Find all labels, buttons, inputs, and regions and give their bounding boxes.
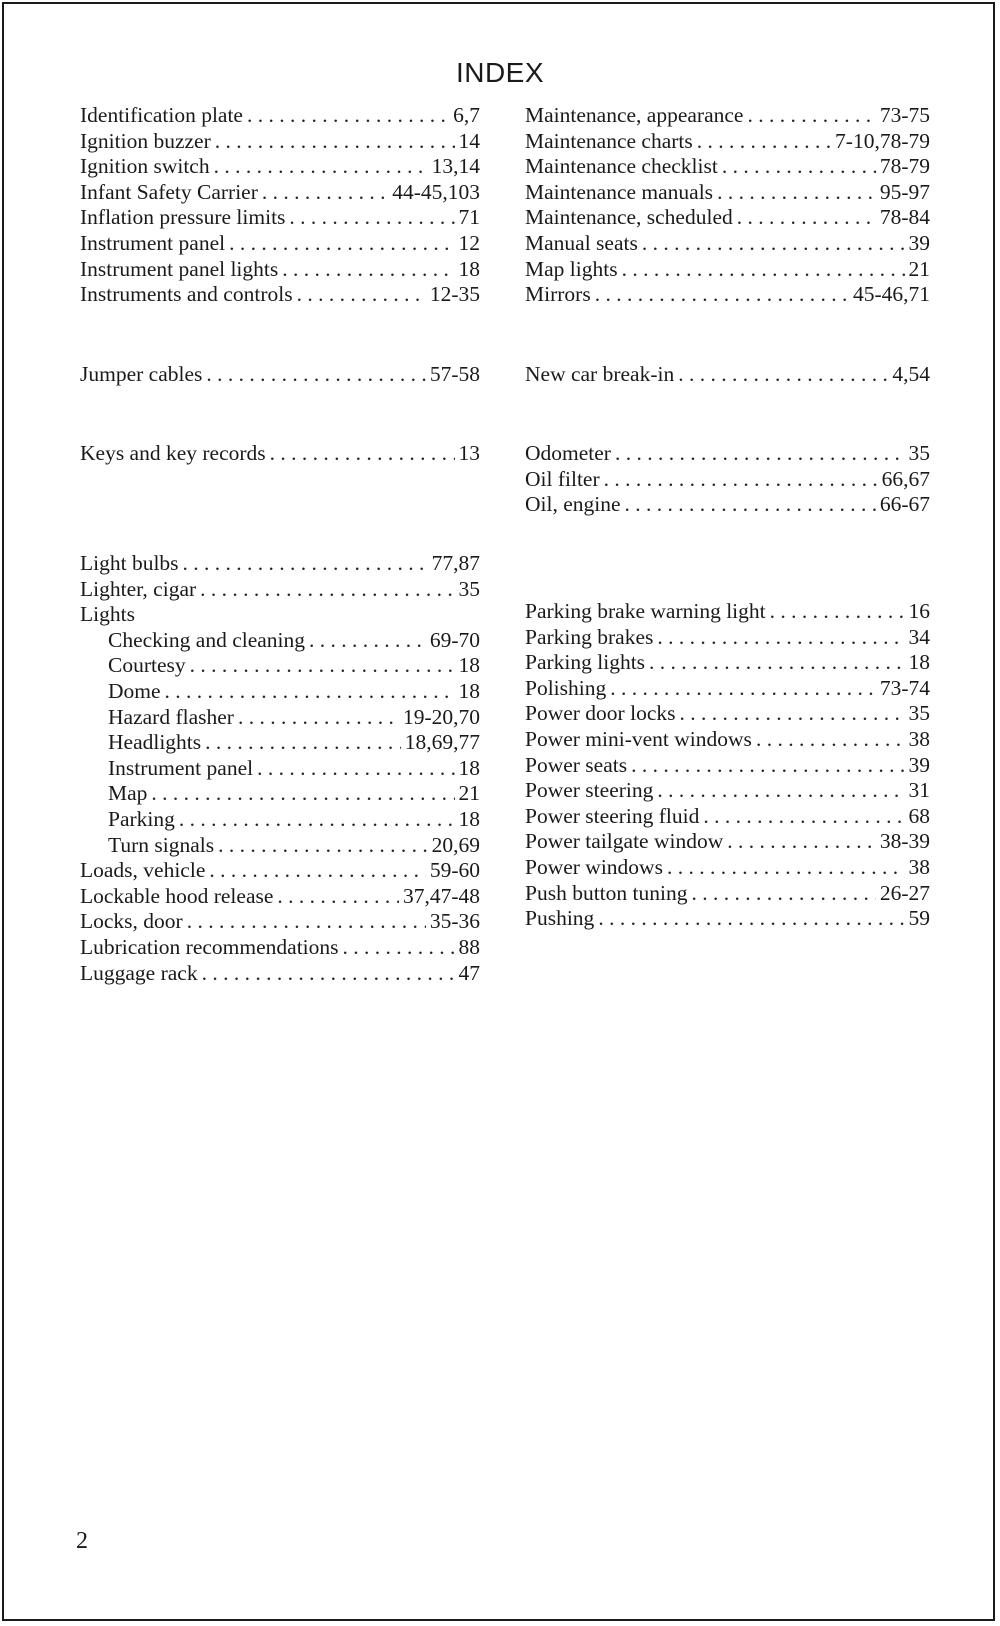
dot-leader bbox=[200, 577, 454, 603]
index-entry bbox=[525, 362, 930, 388]
index-entry bbox=[80, 756, 480, 782]
index-entry-pages: 13,14 bbox=[431, 154, 480, 179]
index-entry-pages: 12-35 bbox=[429, 282, 480, 307]
index-entry-pages: 88 bbox=[458, 934, 480, 959]
dot-leader bbox=[625, 492, 876, 518]
dot-leader bbox=[277, 884, 399, 910]
index-entry-pages: 37,47-48 bbox=[402, 883, 480, 908]
index-entry-label: Polishing bbox=[525, 675, 607, 700]
dot-leader bbox=[229, 231, 454, 257]
index-entry-pages: 66-67 bbox=[879, 492, 930, 517]
index-entry bbox=[525, 231, 930, 257]
index-entry bbox=[525, 492, 930, 518]
index-group-p bbox=[525, 599, 930, 932]
index-entry-pages: 20,69 bbox=[431, 832, 480, 857]
index-group-i bbox=[80, 103, 480, 308]
index-entry-pages: 35 bbox=[458, 576, 480, 601]
index-entry bbox=[525, 599, 930, 625]
dot-leader bbox=[205, 730, 401, 756]
dot-leader bbox=[649, 650, 904, 676]
index-entry-label: Maintenance checklist bbox=[525, 154, 718, 179]
index-entry-pages: 95-97 bbox=[879, 179, 930, 204]
index-entry-pages: 59 bbox=[908, 906, 930, 931]
index-entry-pages: 73-74 bbox=[879, 675, 930, 700]
dot-leader bbox=[206, 362, 425, 388]
index-entry bbox=[525, 282, 930, 308]
index-entry-pages: 12 bbox=[458, 230, 480, 255]
index-entry-pages: 18 bbox=[908, 650, 930, 675]
index-entry-label: Parking brake warning light bbox=[525, 599, 766, 623]
index-entry-label: Luggage rack bbox=[80, 960, 198, 985]
index-entry-label: Instrument panel bbox=[80, 230, 226, 255]
dot-leader bbox=[183, 551, 428, 577]
index-entry bbox=[525, 829, 930, 855]
index-entry-pages: 38 bbox=[908, 854, 930, 879]
index-entry-label: Map lights bbox=[525, 256, 618, 281]
dot-leader bbox=[642, 231, 905, 257]
index-entry-label: Headlights bbox=[108, 730, 202, 755]
index-entry bbox=[80, 551, 480, 577]
index-entry-pages: 35 bbox=[908, 441, 930, 465]
dot-leader bbox=[289, 205, 454, 231]
dot-leader bbox=[717, 180, 876, 206]
index-entry bbox=[80, 231, 480, 257]
index-entry bbox=[525, 753, 930, 779]
index-entry-pages: 35-36 bbox=[429, 909, 480, 934]
index-entry-pages: 69-70 bbox=[429, 627, 480, 652]
index-entry-pages: 38 bbox=[908, 726, 930, 751]
index-entry bbox=[525, 625, 930, 651]
index-entry-pages: 59-60 bbox=[429, 858, 480, 883]
index-entry-pages: 73-75 bbox=[879, 103, 930, 127]
dot-leader bbox=[297, 282, 426, 308]
index-entry-pages: 78-79 bbox=[879, 154, 930, 179]
index-entry-label: Instrument panel lights bbox=[80, 256, 279, 281]
index-entry-pages: 35 bbox=[908, 701, 930, 726]
dot-leader bbox=[209, 858, 425, 884]
index-entry bbox=[80, 961, 480, 987]
index-entry bbox=[525, 650, 930, 676]
index-entry bbox=[525, 727, 930, 753]
index-entry-pages: 4,54 bbox=[892, 362, 930, 386]
index-entry-label: Jumper cables bbox=[80, 362, 203, 386]
index-entry-pages: 44-45,103 bbox=[392, 179, 480, 204]
index-entry bbox=[80, 257, 480, 283]
index-entry-label: Maintenance manuals bbox=[525, 179, 714, 204]
index-entry-label: Instrument panel bbox=[108, 755, 254, 780]
dot-leader bbox=[604, 467, 878, 493]
dot-leader bbox=[631, 753, 904, 779]
index-entry-pages: 77,87 bbox=[431, 551, 480, 575]
index-entry-pages: 68 bbox=[908, 803, 930, 828]
dot-leader bbox=[282, 257, 454, 283]
index-entry-pages: 21 bbox=[458, 781, 480, 806]
index-entry-label: Dome bbox=[108, 678, 161, 703]
dot-leader bbox=[667, 855, 905, 881]
index-entry bbox=[525, 881, 930, 907]
dot-leader bbox=[214, 154, 428, 180]
index-entry bbox=[525, 676, 930, 702]
index-entry bbox=[80, 129, 480, 155]
index-entry bbox=[80, 602, 480, 628]
index-entry bbox=[80, 807, 480, 833]
index-entry-label: Lockable hood release bbox=[80, 883, 274, 908]
index-entry bbox=[525, 154, 930, 180]
dot-leader bbox=[722, 154, 876, 180]
index-entry-pages: 18,69,77 bbox=[404, 730, 480, 755]
index-entry bbox=[80, 858, 480, 884]
dot-leader bbox=[309, 628, 426, 654]
index-entry bbox=[525, 129, 930, 155]
dot-leader bbox=[657, 778, 904, 804]
index-entry-label: Inflation pressure limits bbox=[80, 205, 286, 230]
dot-leader bbox=[262, 180, 388, 206]
index-group-n bbox=[525, 362, 930, 388]
index-entry-pages: 57-58 bbox=[429, 362, 480, 386]
index-entry-pages: 31 bbox=[908, 778, 930, 803]
index-entry-label: Light bulbs bbox=[80, 551, 179, 575]
index-group-m bbox=[525, 103, 930, 308]
index-entry-label: Mirrors bbox=[525, 282, 591, 307]
index-entry bbox=[525, 180, 930, 206]
dot-leader bbox=[697, 129, 831, 155]
index-entry bbox=[80, 909, 480, 935]
index-entry bbox=[80, 154, 480, 180]
index-entry bbox=[80, 781, 480, 807]
dot-leader bbox=[615, 441, 905, 467]
index-entry bbox=[80, 653, 480, 679]
index-entry-label: Pushing bbox=[525, 906, 595, 931]
index-entry-label: Power windows bbox=[525, 854, 663, 879]
index-entry-label: Maintenance charts bbox=[525, 128, 693, 153]
index-entry-pages: 16 bbox=[908, 599, 930, 623]
index-entry bbox=[80, 103, 480, 129]
index-entry-label: Parking brakes bbox=[525, 624, 654, 649]
dot-leader bbox=[202, 961, 455, 987]
index-entry-label: Courtesy bbox=[108, 653, 186, 678]
index-entry-label: Parking lights bbox=[525, 650, 646, 675]
index-entry-label: Maintenance, scheduled bbox=[525, 205, 733, 230]
index-entry-label: Oil, engine bbox=[525, 492, 621, 517]
dot-leader bbox=[215, 129, 455, 155]
index-entry-label: Loads, vehicle bbox=[80, 858, 206, 883]
index-entry-label: Hazard flasher bbox=[108, 704, 234, 729]
index-entry-pages: 19-20,70 bbox=[402, 704, 480, 729]
index-entry bbox=[525, 701, 930, 727]
index-group-j bbox=[80, 362, 480, 388]
index-group-k bbox=[80, 441, 480, 467]
index-entry-label: Power mini-vent windows bbox=[525, 726, 752, 751]
index-entry bbox=[80, 282, 480, 308]
dot-leader bbox=[703, 804, 904, 830]
index-entry-pages: 38-39 bbox=[879, 829, 930, 854]
index-entry bbox=[80, 705, 480, 731]
dot-leader bbox=[657, 625, 904, 651]
dot-leader bbox=[756, 727, 905, 753]
index-entry-label: Turn signals bbox=[108, 832, 215, 857]
index-entry-label: Push button tuning bbox=[525, 880, 688, 905]
index-entry-label: Parking bbox=[108, 806, 175, 831]
index-entry bbox=[525, 441, 930, 467]
index-entry-label: Keys and key records bbox=[80, 441, 266, 465]
index-entry bbox=[80, 628, 480, 654]
index-entry-pages: 13 bbox=[458, 441, 480, 465]
index-entry bbox=[525, 467, 930, 493]
index-entry-pages: 45-46,71 bbox=[852, 282, 930, 307]
index-entry-pages: 18 bbox=[458, 653, 480, 678]
index-entry bbox=[525, 257, 930, 283]
index-entry-label: Manual seats bbox=[525, 230, 638, 255]
index-entry-label: Locks, door bbox=[80, 909, 183, 934]
index-entry-pages: 6,7 bbox=[453, 103, 480, 127]
index-entry-pages: 78-84 bbox=[879, 205, 930, 230]
dot-leader bbox=[747, 103, 875, 129]
index-entry-label: Lights bbox=[80, 602, 135, 627]
index-entry-label: Identification plate bbox=[80, 103, 243, 127]
index-entry-pages: 21 bbox=[908, 256, 930, 281]
index-entry bbox=[80, 180, 480, 206]
index-entry-pages: 66,67 bbox=[881, 466, 930, 491]
index-entry bbox=[80, 577, 480, 603]
dot-leader bbox=[190, 653, 455, 679]
index-entry-pages: 39 bbox=[908, 230, 930, 255]
dot-leader bbox=[257, 756, 454, 782]
index-entry bbox=[525, 906, 930, 932]
index-group-o bbox=[525, 441, 930, 518]
dot-leader bbox=[679, 701, 904, 727]
index-entry-pages: 39 bbox=[908, 752, 930, 777]
index-entry bbox=[80, 441, 480, 467]
index-entry-label: Infant Safety Carrier bbox=[80, 179, 258, 204]
index-entry bbox=[80, 935, 480, 961]
index-entry-label: Lubrication recommendations bbox=[80, 934, 339, 959]
dot-leader bbox=[187, 909, 426, 935]
dot-leader bbox=[151, 781, 454, 807]
index-entry-label: Power steering bbox=[525, 778, 654, 803]
index-entry-pages: 47 bbox=[458, 960, 480, 985]
dot-leader bbox=[737, 205, 876, 231]
dot-leader bbox=[598, 906, 904, 932]
index-entry bbox=[80, 884, 480, 910]
dot-leader bbox=[610, 676, 876, 702]
index-entry-label: Ignition switch bbox=[80, 154, 210, 179]
dot-leader bbox=[343, 935, 455, 961]
index-entry-pages: 18 bbox=[458, 806, 480, 831]
dot-leader bbox=[247, 103, 449, 129]
index-entry-pages: 18 bbox=[458, 256, 480, 281]
dot-leader bbox=[595, 282, 849, 308]
index-entry bbox=[80, 205, 480, 231]
dot-leader bbox=[238, 705, 399, 731]
index-entry-label: Oil filter bbox=[525, 466, 600, 491]
index-entry-label: Maintenance, appearance bbox=[525, 103, 744, 127]
index-entry-pages: 7-10,78-79 bbox=[835, 128, 930, 153]
index-entry bbox=[80, 730, 480, 756]
index-entry-label: Power steering fluid bbox=[525, 803, 700, 828]
index-entry-label: Power seats bbox=[525, 752, 628, 777]
index-entry-pages: 71 bbox=[458, 205, 480, 230]
index-entry-label: Lighter, cigar bbox=[80, 576, 197, 601]
index-entry-pages: 34 bbox=[908, 624, 930, 649]
index-entry-label: Power door locks bbox=[525, 701, 676, 726]
index-entry-label: Power tailgate window bbox=[525, 829, 724, 854]
index-entry-pages: 26-27 bbox=[879, 880, 930, 905]
index-entry-pages: 14 bbox=[458, 128, 480, 153]
index-entry-label: Odometer bbox=[525, 441, 611, 465]
index-entry-label: Map bbox=[108, 781, 148, 806]
index-entry-pages: 18 bbox=[458, 755, 480, 780]
dot-leader bbox=[622, 257, 905, 283]
dot-leader bbox=[165, 679, 455, 705]
page-title: INDEX bbox=[455, 57, 545, 88]
index-entry-label: New car break-in bbox=[525, 362, 675, 386]
index-group-l bbox=[80, 551, 480, 986]
index-entry-label: Ignition buzzer bbox=[80, 128, 211, 153]
index-entry-pages: 18 bbox=[458, 678, 480, 703]
dot-leader bbox=[678, 362, 888, 388]
dot-leader bbox=[770, 599, 905, 625]
index-entry bbox=[80, 362, 480, 388]
index-entry bbox=[525, 103, 930, 129]
index-entry-label: Checking and cleaning bbox=[108, 627, 306, 652]
index-entry bbox=[80, 679, 480, 705]
index-entry bbox=[80, 833, 480, 859]
index-entry bbox=[525, 855, 930, 881]
dot-leader bbox=[270, 441, 455, 467]
dot-leader bbox=[179, 807, 455, 833]
dot-leader bbox=[727, 829, 876, 855]
index-entry bbox=[525, 205, 930, 231]
page-number: 2 bbox=[76, 1528, 88, 1554]
index-entry-label: Instruments and controls bbox=[80, 282, 293, 307]
dot-leader bbox=[691, 881, 875, 907]
index-entry bbox=[525, 778, 930, 804]
dot-leader bbox=[218, 833, 427, 859]
index-entry bbox=[525, 804, 930, 830]
